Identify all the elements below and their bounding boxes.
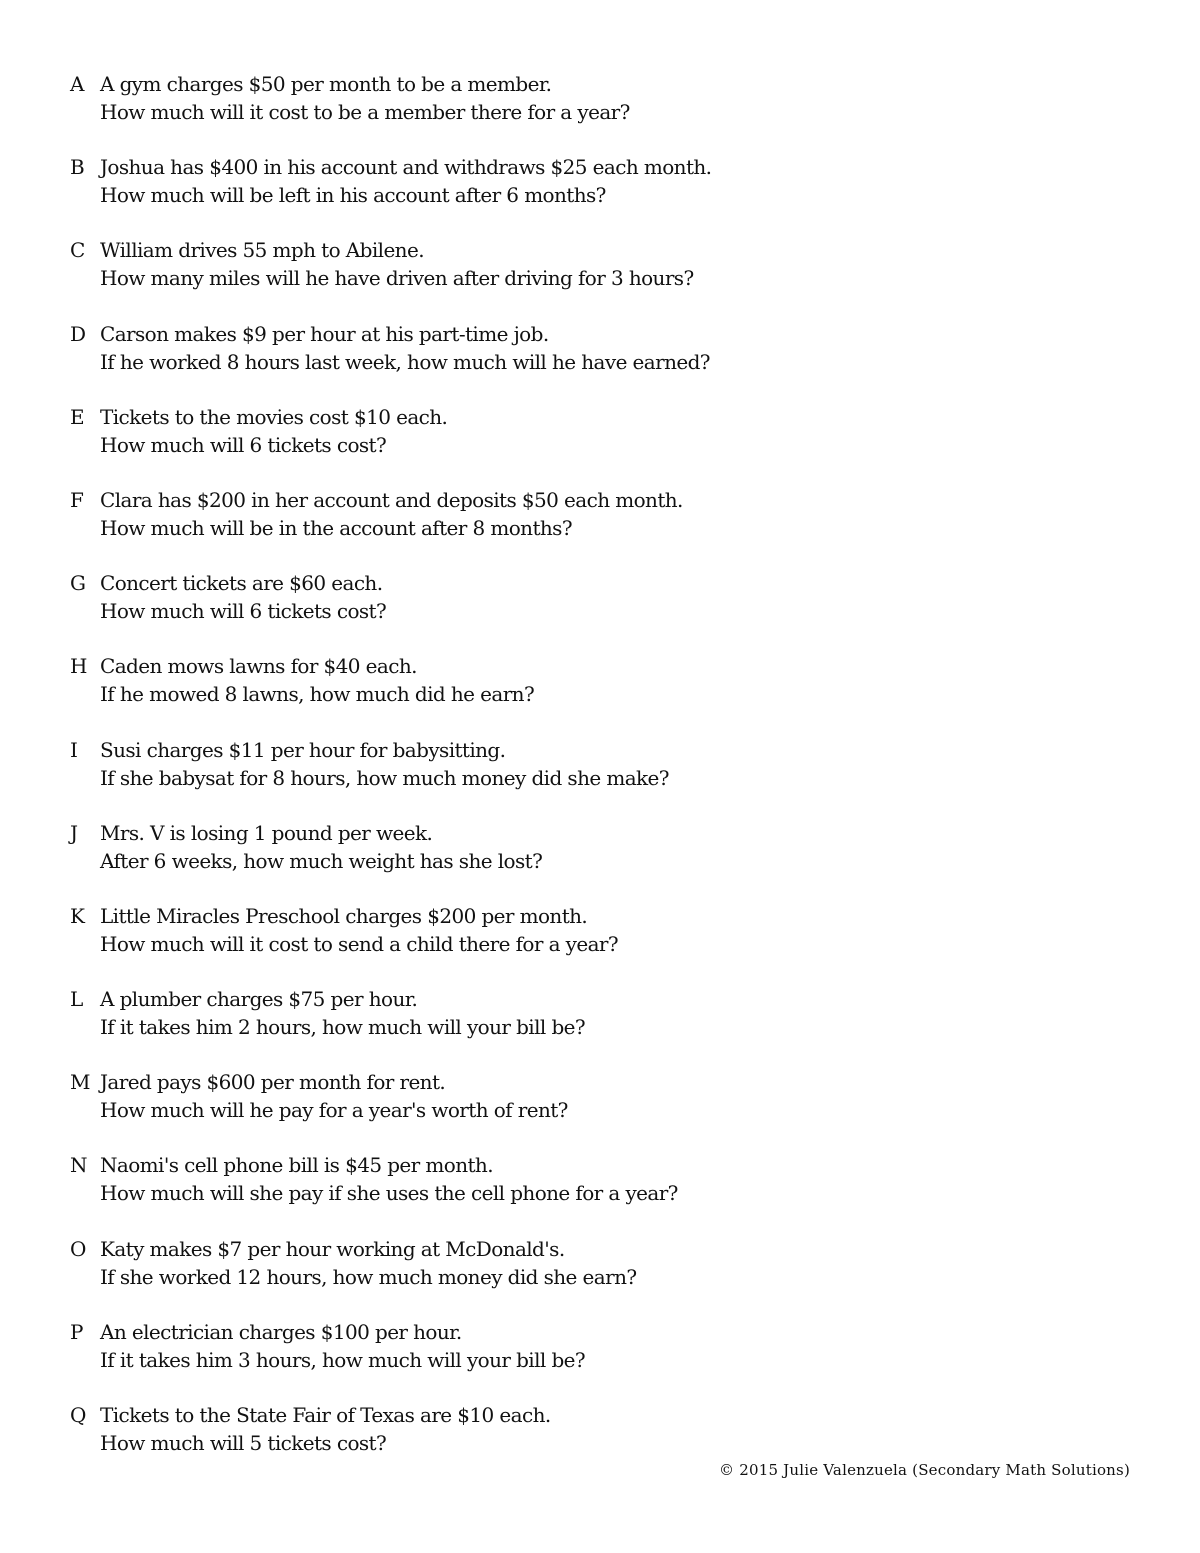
problem-statement: William drives 55 mph to Abilene.	[100, 238, 424, 263]
problem-question: If he mowed 8 lawns, how much did he earn?	[100, 682, 535, 707]
problem-statement: An electrician charges $100 per hour.	[100, 1319, 462, 1344]
problem-letter: Q	[70, 1403, 87, 1427]
problem-question: How much will be in the account after 8 months?	[100, 515, 572, 540]
problem-statement: Tickets to the movies cost $10 each.	[100, 404, 448, 429]
problem-letter: A	[70, 72, 85, 96]
problem-statement: Clara has $200 in her account and deposits $50 each month.	[100, 487, 683, 512]
problem-statement: Naomi's cell phone bill is $45 per month.	[100, 1153, 493, 1178]
problem-question: If it takes him 3 hours, how much will your bill be?	[100, 1347, 586, 1372]
problem-text	[100, 985, 585, 1041]
problem-letter: C	[70, 238, 86, 263]
problem-question: How much will he pay for a year's worth of rent?	[100, 1098, 568, 1123]
problem-question: How much will she pay if she uses the cell phone for a year?	[100, 1181, 678, 1206]
problem-question: If it takes him 2 hours, how much will your bill be?	[100, 1015, 586, 1040]
problem-text	[100, 652, 534, 708]
problem-question: How much will it cost to send a child there for a year?	[100, 931, 618, 956]
problem-letter: G	[70, 571, 86, 596]
problem-item	[70, 153, 830, 236]
problem-item	[70, 1401, 830, 1484]
problem-text	[100, 153, 711, 209]
problem-item	[70, 652, 830, 735]
problem-text	[100, 1401, 551, 1457]
problem-statement: Mrs. V is losing 1 pound per week.	[100, 820, 433, 845]
problem-item	[70, 985, 830, 1068]
problem-statement: A gym charges $50 per month to be a member.	[100, 72, 552, 96]
problem-item	[70, 403, 830, 486]
problem-letter: H	[70, 654, 88, 679]
problem-letter: K	[70, 903, 85, 928]
problem-statement: Concert tickets are $60 each.	[100, 571, 383, 596]
problem-item	[70, 819, 830, 902]
problem-letter: I	[70, 737, 78, 762]
problem-statement: Susi charges $11 per hour for babysitting.	[100, 737, 506, 762]
problem-item	[70, 236, 830, 319]
problem-text	[100, 70, 630, 126]
problem-text	[100, 236, 694, 292]
problem-item	[70, 1151, 830, 1234]
problem-letter: B	[70, 155, 85, 180]
problem-question: If she babysat for 8 hours, how much money did she make?	[100, 765, 669, 790]
problem-statement: Katy makes $7 per hour working at McDonald's.	[100, 1236, 565, 1261]
problem-item	[70, 70, 830, 153]
problem-item	[70, 1235, 830, 1318]
problem-letter: L	[70, 987, 84, 1012]
problem-question: How many miles will he have driven after driving for 3 hours?	[100, 266, 694, 291]
problem-text	[100, 403, 447, 459]
problem-letter: N	[70, 1153, 88, 1178]
problem-question: How much will it cost to be a member there for a year?	[100, 100, 630, 124]
problem-letter: F	[70, 487, 84, 512]
problem-statement: Carson makes $9 per hour at his part-time job.	[100, 321, 549, 346]
problem-text	[100, 1068, 568, 1124]
problem-text	[100, 1235, 636, 1291]
problem-text	[100, 1151, 678, 1207]
problem-item	[70, 486, 830, 569]
problem-statement: Tickets to the State Fair of Texas are $10 each.	[100, 1403, 551, 1427]
problem-text	[100, 320, 710, 376]
problem-statement: Jared pays $600 per month for rent.	[100, 1070, 446, 1095]
problem-item	[70, 320, 830, 403]
problem-question: How much will 6 tickets cost?	[100, 599, 387, 624]
problem-text	[100, 819, 542, 875]
problem-item	[70, 1068, 830, 1151]
problem-letter: M	[70, 1070, 91, 1095]
problem-question: How much will 6 tickets cost?	[100, 432, 387, 457]
problem-question: If she worked 12 hours, how much money did she earn?	[100, 1264, 637, 1289]
problem-item	[70, 1318, 830, 1401]
problem-statement: A plumber charges $75 per hour.	[100, 987, 418, 1012]
problem-list	[70, 70, 830, 1484]
problem-statement: Caden mows lawns for $40 each.	[100, 654, 417, 679]
problem-letter: E	[70, 404, 85, 429]
problem-text	[100, 902, 618, 958]
problem-question: How much will 5 tickets cost?	[100, 1431, 387, 1455]
problem-letter: O	[70, 1236, 87, 1261]
problem-letter: D	[70, 321, 87, 346]
problem-question: If he worked 8 hours last week, how much will he have earned?	[100, 349, 710, 374]
copyright-footer: © 2015 Julie Valenzuela (Secondary Math Solutions)	[719, 1461, 1130, 1479]
problem-text	[100, 736, 669, 792]
problem-question: How much will be left in his account after 6 months?	[100, 183, 606, 208]
problem-statement: Little Miracles Preschool charges $200 per month.	[100, 903, 588, 928]
problem-item	[70, 902, 830, 985]
problem-text	[100, 1318, 585, 1374]
problem-item	[70, 569, 830, 652]
problem-item	[70, 736, 830, 819]
problem-text	[100, 486, 683, 542]
problem-question: After 6 weeks, how much weight has she lost?	[100, 848, 543, 873]
problem-text	[100, 569, 386, 625]
problem-statement: Joshua has $400 in his account and withdraws $25 each month.	[100, 155, 712, 180]
problem-letter: P	[70, 1319, 84, 1344]
problem-letter: J	[70, 820, 79, 845]
